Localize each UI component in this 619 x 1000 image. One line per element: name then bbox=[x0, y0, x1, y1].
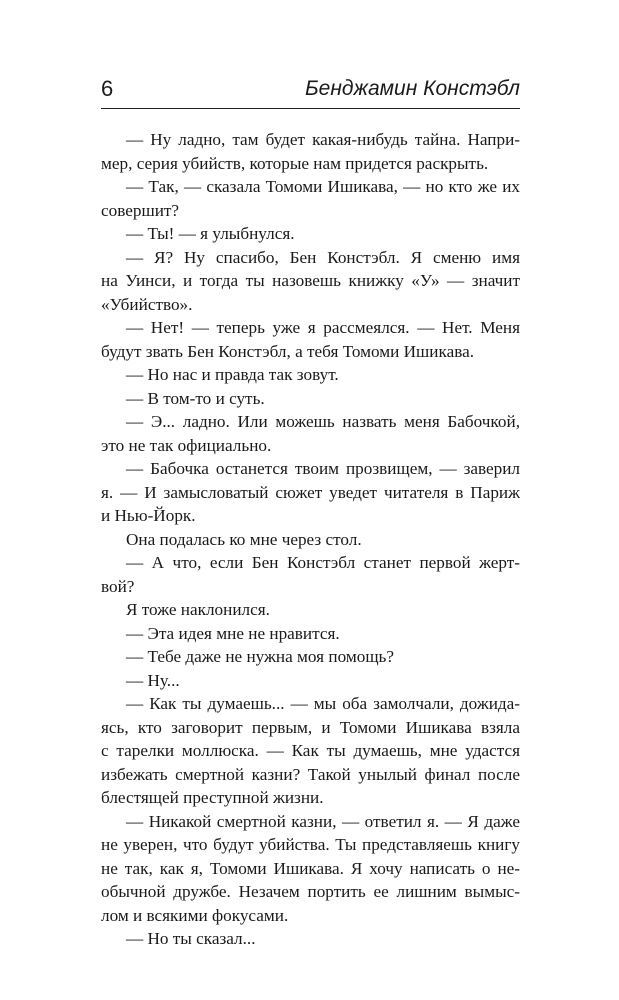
paragraph bbox=[101, 810, 520, 928]
paragraph bbox=[101, 457, 520, 528]
text-line: — Э... ладно. Или можешь назвать меня Бабочкой, bbox=[126, 412, 520, 431]
text-line: блестящей преступной жизни. bbox=[101, 788, 324, 807]
page-number: 6 bbox=[101, 76, 114, 101]
text-line: не уверен, что будут убийства. Ты представляешь книгу bbox=[101, 835, 520, 854]
paragraph bbox=[101, 246, 520, 317]
text-line: — А что, если Бен Констэбл станет первой жерт- bbox=[126, 553, 520, 572]
text-line: — Так, — сказала Томоми Ишикава, — но кто же их bbox=[126, 177, 520, 196]
body-text bbox=[101, 128, 520, 951]
text-line: — Но нас и правда так зовут. bbox=[126, 365, 339, 384]
text-line: — Эта идея мне не нравится. bbox=[126, 623, 340, 643]
text-line: — Как ты думаешь... — мы оба замолчали, дожида- bbox=[126, 694, 520, 713]
paragraph bbox=[101, 622, 520, 646]
text-line: совершит? bbox=[101, 200, 180, 220]
text-line: Я тоже наклонился. bbox=[126, 600, 270, 619]
paragraph bbox=[101, 363, 520, 387]
text-line: лом и всякими фокусами. bbox=[101, 905, 289, 925]
paragraph bbox=[101, 175, 520, 222]
text-line: я. — И замысловатый сюжет уведет читателя в Париж bbox=[101, 482, 520, 502]
paragraph bbox=[101, 316, 520, 363]
text-line: — Бабочка останется твоим прозвищем, — заверил bbox=[126, 459, 520, 478]
text-line: — Ну... bbox=[126, 670, 180, 690]
text-line: — Никакой смертной казни, — ответил я. — Я даже bbox=[126, 811, 520, 831]
text-line: — Я? Ну спасибо, Бен Констэбл. Я сменю имя bbox=[126, 247, 520, 267]
text-line: — Ты! — я улыбнулся. bbox=[126, 224, 295, 243]
text-line: — Тебе даже не нужна моя помощь? bbox=[126, 647, 395, 666]
text-line: ясь, кто заговорит первым, и Томоми Ишикава взяла bbox=[101, 717, 520, 737]
text-line: избежать смертной казни? Такой унылый финал после bbox=[101, 764, 520, 784]
paragraph bbox=[101, 927, 520, 951]
running-head-author: Бенджамин Констэбл bbox=[305, 77, 520, 100]
text-line: — Ну ладно, там будет какая-нибудь тайна. Напри- bbox=[126, 130, 520, 149]
paragraph bbox=[101, 528, 520, 552]
paragraph bbox=[101, 222, 520, 246]
text-line: на Уинси, и тогда ты назовешь книжку «У» — значит bbox=[101, 271, 520, 290]
text-line: будут звать Бен Констэбл, а тебя Томоми Ишикава. bbox=[101, 341, 475, 361]
text-line: это не так официально. bbox=[101, 435, 272, 455]
paragraph bbox=[101, 410, 520, 457]
text-line: «Убийство». bbox=[101, 294, 193, 314]
paragraph bbox=[101, 669, 520, 693]
paragraph bbox=[101, 692, 520, 810]
text-line: не так, как я, Томоми Ишикава. Я хочу написать о не- bbox=[101, 858, 520, 878]
paragraph bbox=[101, 551, 520, 598]
paragraph bbox=[101, 387, 520, 411]
running-head bbox=[101, 76, 520, 108]
text-line: — В том-то и суть. bbox=[126, 388, 265, 408]
text-line: мер, серия убийств, которые нам придется раскрыть. bbox=[101, 153, 489, 173]
text-line: — Но ты сказал... bbox=[126, 929, 256, 948]
text-line: Она подалась ко мне через стол. bbox=[126, 529, 362, 549]
text-line: — Нет! — теперь уже я рассмеялся. — Нет. Меня bbox=[126, 318, 520, 337]
paragraph bbox=[101, 598, 520, 622]
text-line: и Нью-Йорк. bbox=[101, 506, 196, 525]
header-rule bbox=[101, 108, 520, 109]
text-line: вой? bbox=[101, 576, 135, 596]
paragraph bbox=[101, 128, 520, 175]
paragraph bbox=[101, 645, 520, 669]
text-line: обычной дружбе. Незачем портить ее лишним вымыс- bbox=[101, 882, 520, 901]
text-line: с тарелки моллюска. — Как ты думаешь, мне удастся bbox=[101, 741, 520, 760]
